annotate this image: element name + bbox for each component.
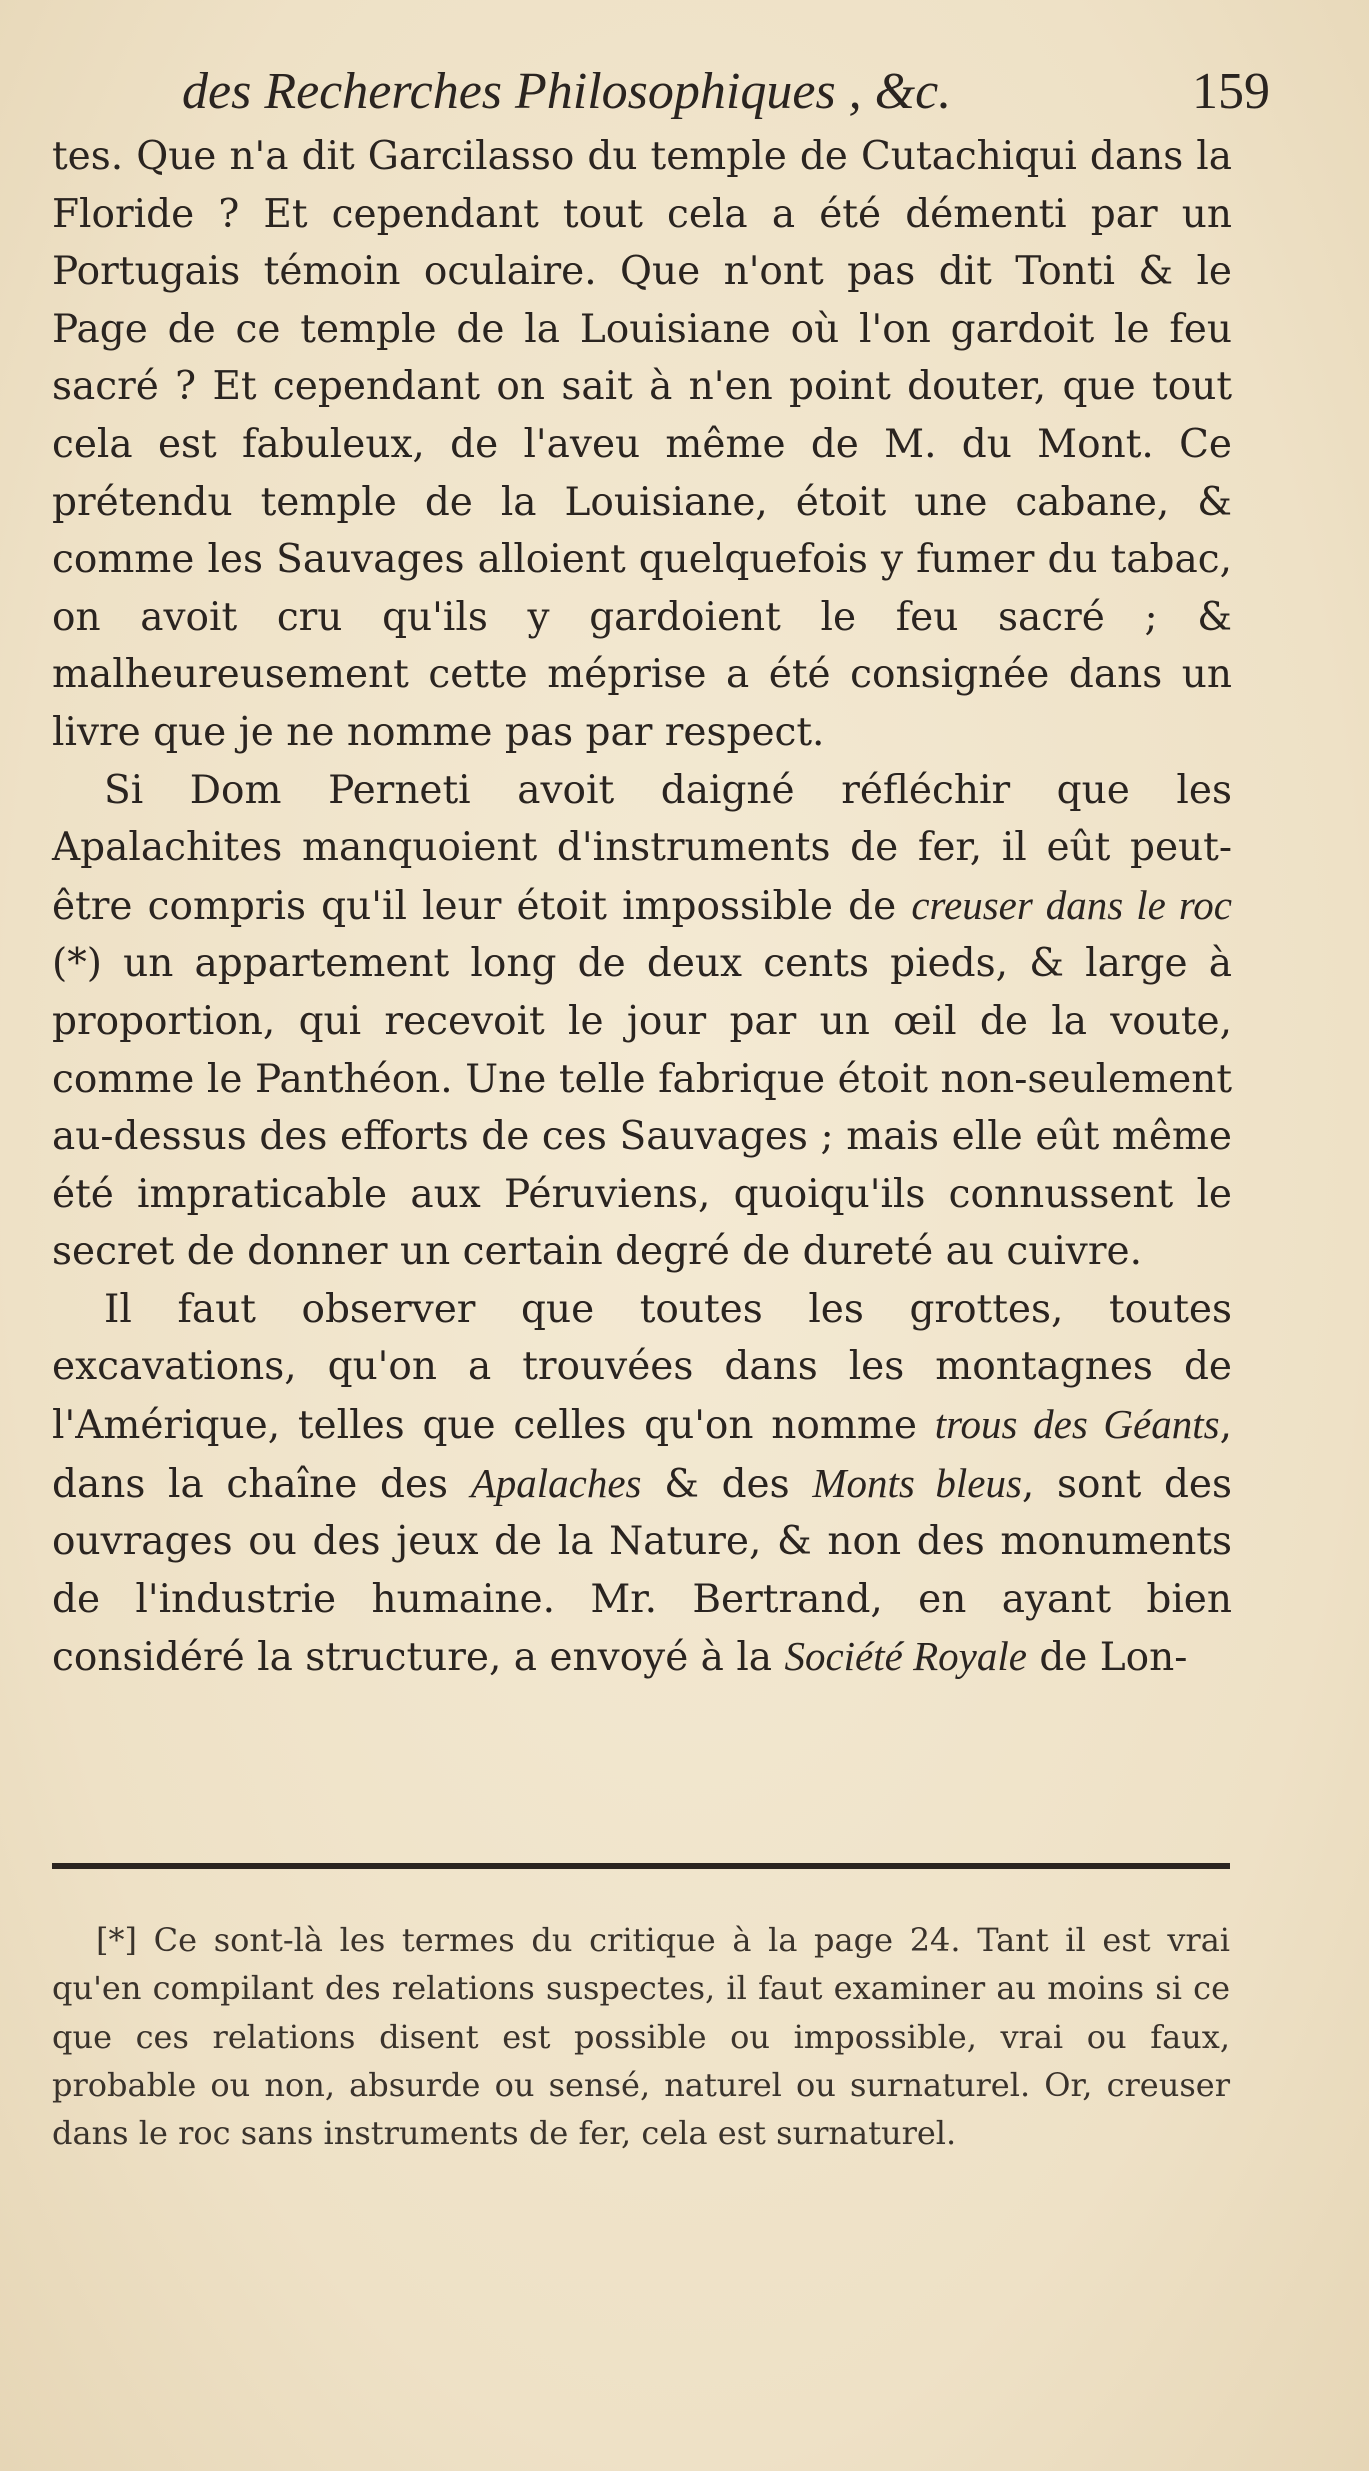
page-number: 159 (1192, 63, 1270, 120)
footnote (52, 1916, 1230, 2157)
paragraph-3-italic-c: Monts bleus (812, 1459, 1022, 1506)
paragraph-3-text-e: de Lon- (1026, 1635, 1188, 1681)
paragraph-2-text-a: Si Dom Perneti avoit daigné réfléchir que les Apalachites manquoient d'instruments de fer, il eût peut-être compris qu'il leur étoit impossible de (52, 767, 1232, 929)
paragraph-3-text-b: , dans la chaîne des (52, 1403, 1232, 1507)
paragraph-1: tes. Que n'a dit Garcilasso du temple de Cutachiqui dans la Floride ? Et cependant tout cela a été démenti par un Portugais témoin oculaire. Que n'ont pas dit Tonti & le Page de ce temple de la Louisiane où l'on gardoit le feu sacré ? Et cependant on sait à n'en point douter, que tout cela est fabuleux, de l'aveu même de M. du Mont. Ce prétendu temple de la Louisiane, étoit une cabane, & comme les Sauvages alloient quelquefois y fumer du tabac, on avoit cru qu'ils y gardoient le feu sacré ; & malheureusement cette méprise a été consignée dans un livre que je ne nomme pas par respect. (52, 134, 1232, 755)
paragraph-3 (52, 1281, 1232, 1687)
running-title: des Recherches Philosophiques , &c. (182, 63, 952, 120)
paragraph-3-text-d: , sont des ouvrages ou des jeux de la Nature, & non des monuments de l'industrie humaine. Mr. Bertrand, en ayant bien considéré la structure, a envoyé à la (52, 1461, 1232, 1681)
main-text (52, 128, 1232, 1687)
paragraph-2 (52, 762, 1232, 1281)
paragraph-3-italic-d: Société Royale (784, 1633, 1027, 1680)
running-header (170, 62, 1270, 132)
paragraph-3-text-c: & des (641, 1461, 813, 1507)
paragraph-2-text-b: (*) un appartement long de deux cents pieds, & large à proportion, qui recevoit le jour par un œil de la voute, comme le Panthéon. Une telle fabrique étoit non-seulement au-dessus des efforts de ces Sauvages ; mais elle eût même été impraticable aux Péruviens, quoiqu'ils connussent le secret de donner un certain degré de dureté au cuivre. (52, 941, 1232, 1275)
paragraph-3-italic-a: trous des Géants (934, 1401, 1220, 1448)
paragraph-3-text-a: Il faut observer que toutes les grottes, toutes excavations, qu'on a trouvées dans les montagnes de l'Amérique, telles que celles qu'on nomme (52, 1286, 1232, 1449)
paragraph-3-italic-b: Apalaches (470, 1459, 642, 1506)
footnote-text: [*] Ce sont-là les termes du critique à la page 24. Tant il est vrai qu'en compilant des relations suspectes, il faut examiner au moins si ce que ces relations disent est possible ou impossible, vrai ou faux, probable ou non, absurde ou sensé, naturel ou surnaturel. Or, creuser dans le roc sans instruments de fer, cela est surnaturel. (52, 1921, 1230, 2153)
paragraph-2-italic: creuser dans le roc (911, 881, 1232, 928)
footnote-rule (52, 1863, 1230, 1869)
